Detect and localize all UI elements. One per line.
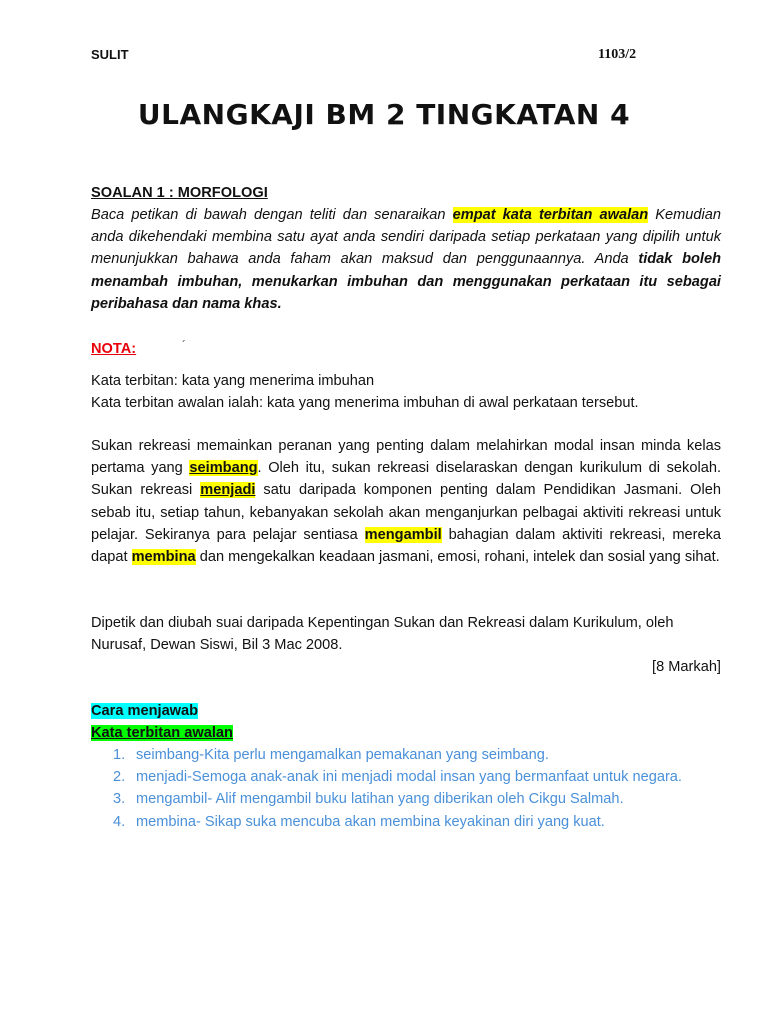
passage-text-5: dan mengekalkan keadaan jasmani, emosi, rohani, intelek dan sosial yang sihat. [195, 549, 720, 566]
list-text: seimbang-Kita perlu mengamalkan pemakanan yang seimbang. [136, 747, 549, 763]
list-number: 3. [113, 791, 126, 808]
header-classification: SULIT [91, 47, 129, 62]
question-instructions [91, 204, 721, 315]
cara-menjawab-label: Cara menjawab [91, 703, 199, 719]
answer-section [91, 700, 721, 744]
passage-text-1: Sukan rekreasi memainkan peranan yang penting dalam melahirkan modal insan minda kelas pertama yang [91, 438, 721, 477]
instr-text-b: Kemudian anda dikehendaki membina satu ayat anda sendiri daripada setiap perkataan yang dipilih untuk menunjukkan bahawa anda faham akan maksud dan penggunaannya. Anda [91, 207, 721, 268]
kata-terbitan-label: Kata terbitan awalan [91, 725, 233, 742]
passage-text-4: bahagian dalam aktiviti rekreasi, mereka dapat [91, 526, 721, 566]
instr-bold: tidak boleh menambah imbuhan, menukarkan imbuhan dan menggunakan perkataan itu sebagai peribahasa dan nama khas [91, 251, 721, 312]
header-code: 1103/2 [598, 47, 637, 62]
passage-word-menjadi: menjadi [200, 482, 256, 499]
passage-text-2: . Oleh itu, sukan rekreasi diselaraskan dengan kurikulum di sekolah. Sukan rekreasi [91, 460, 721, 499]
instr-text-a: Baca petikan di bawah dengan teliti dan senaraikan [91, 207, 453, 223]
list-number: 2. [113, 769, 126, 786]
list-text: membina- Sikap suka mencuba akan membina keyakinan diri yang kuat. [136, 813, 605, 830]
list-number: 4. [113, 813, 126, 830]
definition-2: Kata terbitan awalan ialah: kata yang menerima imbuhan di awal perkataan tersebut. [91, 395, 639, 412]
nota-label: NOTA: [91, 341, 137, 357]
passage-word-membina: membina [131, 549, 196, 566]
passage [91, 435, 721, 568]
list-item [91, 744, 741, 766]
list-text: mengambil- Alif mengambil buku latihan yang diberikan oleh Cikgu Salmah. [136, 791, 624, 808]
source-citation: Dipetik dan diubah suai daripada Kepentingan Sukan dan Rekreasi dalam Kurikulum, oleh Nurusaf, Dewan Siswi, Bil 3 Mac 2008. [91, 615, 674, 654]
list-text: menjadi-Semoga anak-anak ini menjadi modal insan yang bermanfaat untuk negara. [136, 769, 682, 786]
list-number: 1. [113, 747, 126, 763]
list-item [91, 811, 741, 833]
instr-highlight: empat kata terbitan awalan [452, 207, 649, 223]
answer-list [91, 744, 741, 833]
nota-mark: ´ [182, 338, 186, 352]
page-title: ULANGKAJI BM 2 TINGKATAN 4 [137, 98, 631, 131]
instr-end: . [277, 295, 282, 312]
list-item [91, 766, 741, 788]
question-heading: SOALAN 1 : MORFOLOGI [91, 185, 268, 201]
passage-word-seimbang: seimbang [189, 460, 258, 477]
passage-text-3: satu daripada komponen penting dalam Pendidikan Jasmani. Oleh sebab itu, setiap tahun, kebanyakan sekolah akan menganjurkan pelbagai aktiviti rekreasi untuk pelajar. Sekiranya para pelajar sentiasa [91, 482, 721, 543]
marks-label: [8 Markah] [652, 659, 721, 675]
list-item [91, 788, 741, 810]
definition-1: Kata terbitan: kata yang menerima imbuhan [91, 373, 375, 389]
definitions [91, 370, 721, 414]
passage-word-mengambil: mengambil [364, 526, 442, 543]
